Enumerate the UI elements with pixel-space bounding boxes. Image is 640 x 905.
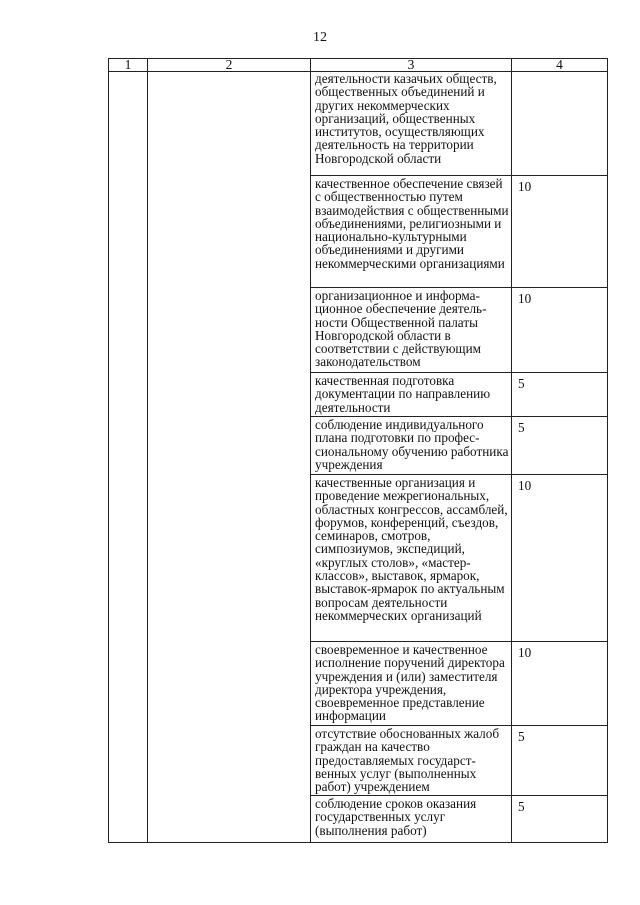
score-value: 10 bbox=[512, 642, 608, 726]
score-value bbox=[512, 72, 608, 176]
score-value: 5 bbox=[512, 417, 608, 475]
column-header-2: 2 bbox=[148, 59, 311, 72]
header-row bbox=[109, 59, 608, 72]
criterion-text: качественное обеспечение связей с общественностью путем взаимодействия с общественными объединениями, религиозными и национально-культурными объединениями и другими некоммерческими организациями bbox=[311, 176, 512, 288]
criteria-table bbox=[108, 58, 608, 843]
column-header-1: 1 bbox=[109, 59, 148, 72]
criterion-text: деятельности казачьих обществ, общественных объединений и других некоммерческих организаций, общественных институтов, осуществляющих деятельность на территории Новгородской области bbox=[311, 72, 512, 176]
criterion-text: качественные организация и проведение межрегиональных, областных конгрессов, ассамблей, форумов, конференций, съездов, семинаров, смотров, симпозиумов, экспедиций, «круглых столов», «мастер-классов», выставок, ярмарок, выставок-ярмарок по актуальным вопросам деятельности некоммерческих организаций bbox=[311, 475, 512, 642]
criterion-text: отсутствие обоснованных жалоб граждан на качество предоставляемых государственных услуг (выполненных работ) учреждением bbox=[311, 726, 512, 796]
score-value: 10 bbox=[512, 288, 608, 373]
criterion-text: соблюдение сроков оказания государственных услуг (выполнения работ) bbox=[311, 796, 512, 843]
criterion-text: соблюдение индивидуального плана подготовки по профессиональному обучению работника учреждения bbox=[311, 417, 512, 475]
score-value: 10 bbox=[512, 176, 608, 288]
criterion-text: качественная подготовка документации по направлению деятельности bbox=[311, 373, 512, 417]
score-value: 5 bbox=[512, 373, 608, 417]
column-header-3: 3 bbox=[311, 59, 512, 72]
page-number: 12 bbox=[313, 30, 327, 45]
table-row bbox=[109, 72, 608, 176]
criterion-text: своевременное и качественное исполнение поручений директора учреждения и (или) заместителя директора учреждения, своевременное представление информации bbox=[311, 642, 512, 726]
column-1-cell bbox=[109, 72, 148, 843]
score-value: 10 bbox=[512, 475, 608, 642]
score-value: 5 bbox=[512, 796, 608, 843]
column-2-cell bbox=[148, 72, 311, 843]
criterion-text: организационное и информационное обеспечение деятельности Общественной палаты Новгородской области в соответствии с действующим законодательством bbox=[311, 288, 512, 373]
score-value: 5 bbox=[512, 726, 608, 796]
column-header-4: 4 bbox=[512, 59, 608, 72]
